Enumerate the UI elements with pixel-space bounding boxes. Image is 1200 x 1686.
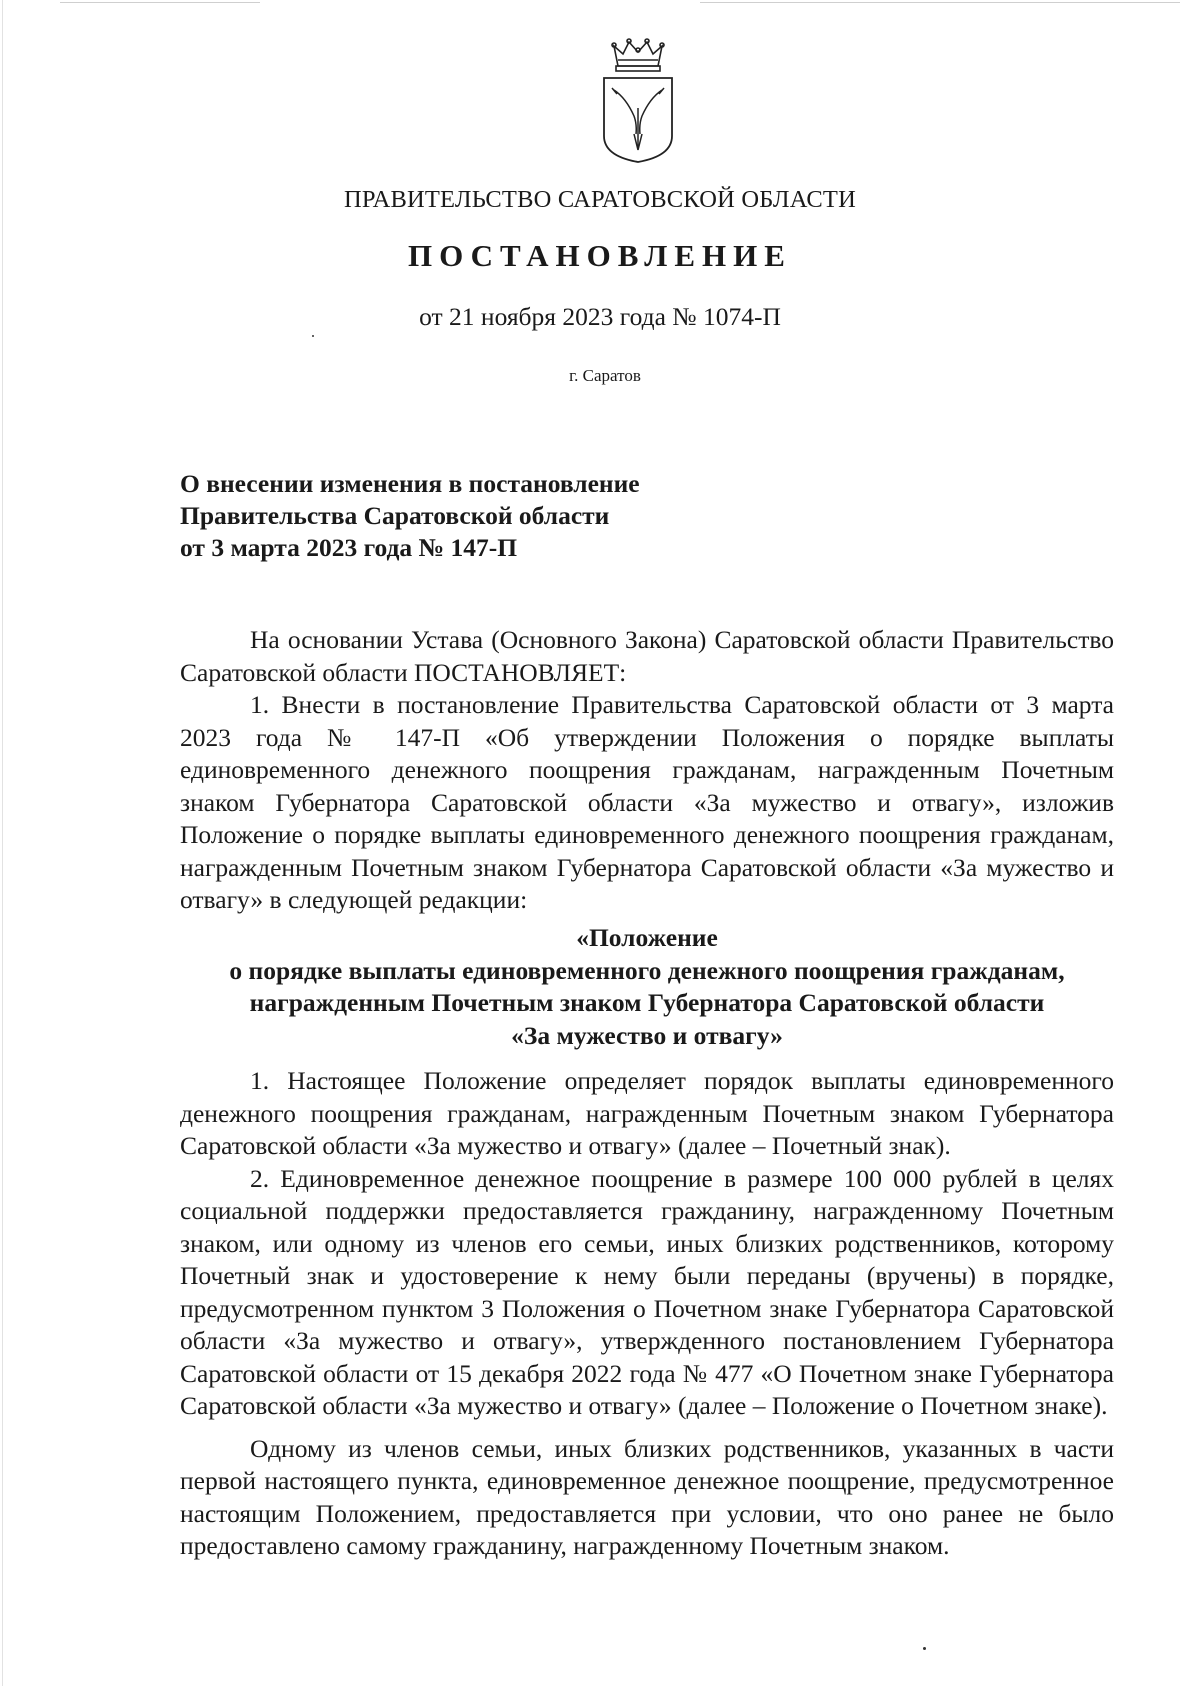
regulation-body (180, 1065, 1114, 1563)
regulation-title (180, 922, 1114, 1052)
preamble (180, 624, 1114, 917)
document-subject (180, 468, 640, 564)
scan-edge-top (60, 2, 260, 3)
subject-line: Правительства Саратовской области (180, 501, 610, 530)
regulation-title-line: «Положение (576, 923, 718, 952)
subject-line: О внесении изменения в постановление (180, 469, 640, 498)
scan-speck (312, 335, 314, 337)
paragraph: 1. Внести в постановление Правительства Саратовской области от 3 марта 2023 года № 147-П «Об утверждении Положения о порядке выплаты единовременного денежного поощрения гражданам, награжденным Почетным знаком Губернатора Саратовской области «За мужество и отвагу», изложив Положение о порядке выплаты единовременного денежного поощрения гражданам, награжденным Почетным знаком Губернатора Саратовской области «За мужество и отвагу» в следующей редакции: (180, 690, 1114, 914)
paragraph: 1. Настоящее Положение определяет порядок выплаты единовременного денежного поощрения гражданам, награжденным Почетным знаком Губернатора Саратовской области «За мужество и отвагу» (далее – Почетный знак). (180, 1066, 1114, 1160)
paragraph: На основании Устава (Основного Закона) Саратовской области Правительство Саратовской области ПОСТАНОВЛЯЕТ: (180, 625, 1114, 687)
paragraph: Одному из членов семьи, иных близких родственников, указанных в части первой настоящего пункта, единовременное денежное поощрение, предусмотренное настоящим Положением, предоставляется при условии, что оно ранее не было предоставлено самому гражданину, награжденному Почетным знаком. (180, 1433, 1114, 1560)
government-name: ПРАВИТЕЛЬСТВО САРАТОВСКОЙ ОБЛАСТИ (343, 186, 856, 213)
paragraph: 2. Единовременное денежное поощрение в размере 100 000 рублей в целях социальной поддержки предоставляется гражданину, награжденному Почетным знаком, или одному из членов его семьи, иных близких родственников, которому Почетный знак и удостоверение к нему были переданы (вручены) в порядке, предусмотренном пунктом 3 Положения о Почетном знаке Губернатора Саратовской области «За мужество и отвагу», утвержденного постановлением Губернатора Саратовской области от 15 декабря 2022 года № 477 «О Почетном знаке Губернатора Саратовской области «За мужество и отвагу» (далее – Положение о Почетном знаке). (180, 1163, 1114, 1420)
regulation-title-line: «За мужество и отвагу» (511, 1020, 783, 1050)
scan-speck (923, 1647, 926, 1650)
document-type: ПОСТАНОВЛЕНИЕ (408, 238, 792, 273)
scan-edge-top (700, 2, 1180, 3)
subject-line: от 3 марта 2023 года № 147-П (180, 533, 518, 562)
saratov-coat-of-arms-icon (590, 38, 686, 166)
regulation-title-line: награжденным Почетным знаком Губернатора Саратовской области (249, 988, 1045, 1017)
document-place: г. Саратов (569, 366, 641, 385)
regulation-title-line: о порядке выплаты единовременного денежного поощрения гражданам, (229, 955, 1065, 985)
document-number: от 21 ноября 2023 года № 1074-П (419, 302, 781, 331)
